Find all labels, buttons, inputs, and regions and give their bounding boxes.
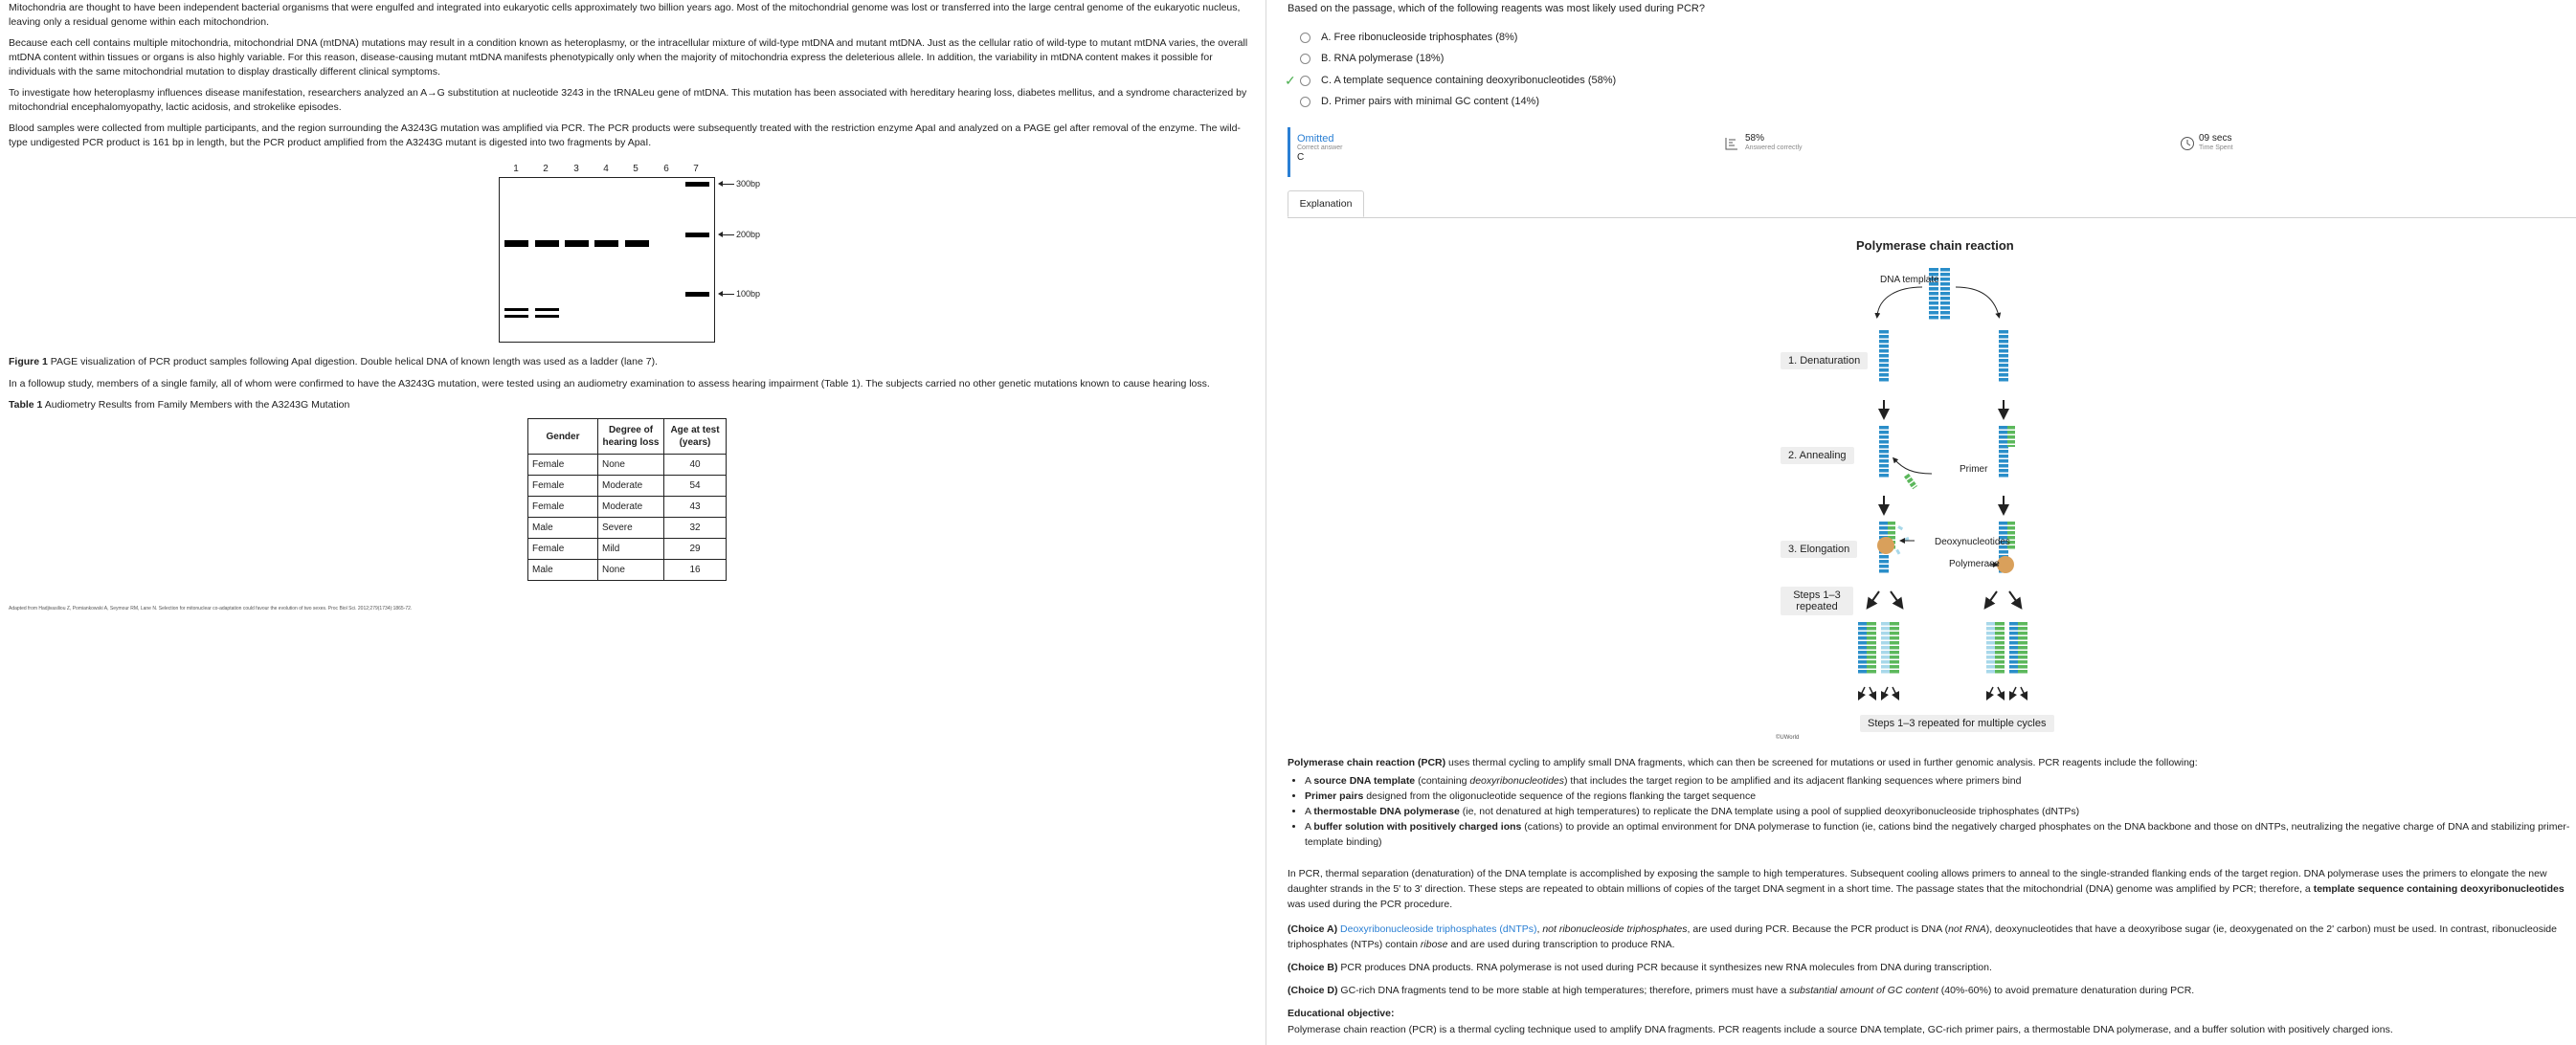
passage-paragraph: To investigate how heteroplasmy influences disease manifestation, researchers analyzed an A→G substitution at nucleotide 3243 in the tRNALeu gene of mtDNA. This mutation has been associated with hereditary hearing loss, diabetes mellitus, and a syndrome characterized by mitochondrial encephalomyopathy, lactic acidosis, and strokelike episodes. bbox=[9, 87, 1247, 113]
list-item: • A source DNA template (containing deoxyribonucleotides) that includes the target region to be amplified and its adjacent flanking sequences where primers bind bbox=[1305, 773, 2576, 789]
table-cell: 29 bbox=[664, 539, 727, 560]
lane-number: 2 bbox=[543, 164, 549, 174]
time-label: Time Spent bbox=[2199, 145, 2233, 151]
passage-panel bbox=[0, 0, 1266, 1045]
radio-icon[interactable] bbox=[1300, 33, 1310, 43]
pcr-diagram bbox=[1707, 258, 2185, 727]
lane-number: 6 bbox=[663, 164, 669, 174]
table-cell: 16 bbox=[664, 560, 727, 581]
list-item: • A buffer solution with positively charged ions (cations) to provide an optimal environment for DNA polymerase to function (ie, cations bind the negatively charged phosphates on the DNA backbone and those on dNTPs, neutralizing the negative charge of DNA and stabilizing primer-template binding) bbox=[1305, 819, 2576, 850]
table-cell: Moderate bbox=[598, 497, 664, 518]
gel-band bbox=[504, 315, 528, 318]
table-cell: None bbox=[598, 560, 664, 581]
ladder-label: 100bp bbox=[736, 289, 761, 299]
arrow-line bbox=[722, 294, 734, 295]
single-strand bbox=[1999, 330, 2008, 383]
explanation-choice-a: (Choice A) Deoxyribonucleoside triphosphates (dNTPs), not ribonucleoside triphosphates, are used during PCR. Because the PCR product is DNA (not RNA), deoxynucleotides that have a deoxyribose sugar (ie, deoxygenated on the 2' carbon) must be used. In contrast, ribonucleoside triphosphates (NTPs) contain ribose and are used during transcription to produce RNA. bbox=[1288, 923, 2557, 950]
option-label: B. RNA polymerase (18%) bbox=[1321, 53, 1445, 64]
educational-objective-title: Educational objective: bbox=[1288, 1008, 1395, 1019]
polymerase-label: Polymerase bbox=[1949, 559, 2000, 569]
percent-value: 58% bbox=[1745, 133, 1765, 144]
ladder-band bbox=[685, 233, 709, 237]
table-cell: Male bbox=[528, 518, 598, 539]
educational-objective-text: Polymerase chain reaction (PCR) is a thermal cycling technique used to amplify DNA fragments. PCR reagents include a source DNA template, GC-rich primer pairs, a thermostable DNA polymerase, and a buffer solution with positively charged ions. bbox=[1288, 1024, 2393, 1035]
table-row bbox=[528, 539, 727, 560]
product-strand bbox=[1858, 622, 1868, 675]
passage-paragraph: Mitochondria are thought to have been independent bacterial organisms that were engulfed and integrated into eukaryotic cells approximately two billion years ago. Most of the mitochondrial genome was lost or transferred into the large central genome of the eukaryotic nucleus, leaving only a residual genome within each mitochondrion. bbox=[9, 2, 1241, 28]
gel-band bbox=[625, 240, 649, 247]
gel-band bbox=[565, 240, 589, 247]
source-citation: Adapted from Hadjivasiliou Z, Pomiankowski A, Seymour RM, Lane N. Selection for mitonuclear co-adaptation could favour the evolution of two sexes. Proc Biol Sci. 2012;279(1734):1865-72. bbox=[9, 606, 413, 611]
deoxynucleotides-label: Deoxynucleotides bbox=[1935, 537, 2010, 547]
clock-icon bbox=[2180, 136, 2195, 151]
ladder-band bbox=[685, 182, 709, 187]
gel-band bbox=[535, 308, 559, 311]
table-cell: 40 bbox=[664, 455, 727, 476]
gel-box bbox=[499, 177, 715, 343]
correct-answer-value: C bbox=[1297, 152, 1305, 163]
answer-option-b[interactable] bbox=[1300, 50, 1444, 67]
table-header: Age at test (years) bbox=[664, 419, 727, 455]
single-strand bbox=[1879, 330, 1889, 383]
status-label: Omitted bbox=[1297, 133, 1334, 145]
table-cell: Moderate bbox=[598, 476, 664, 497]
radio-icon[interactable] bbox=[1300, 54, 1310, 64]
answer-status bbox=[1297, 134, 1342, 163]
answer-option-a[interactable] bbox=[1300, 29, 1517, 46]
audiometry-table bbox=[527, 418, 727, 581]
explanation-choice-d: (Choice D) GC-rich DNA fragments tend to be more stable at high temperatures; therefore, primers must have a substantial amount of GC content (40%-60%) to avoid premature denaturation during PCR. bbox=[1288, 985, 2195, 996]
dna-template-label: DNA template bbox=[1880, 275, 1939, 285]
copyright-label: ©UWorld bbox=[1776, 735, 1800, 741]
gel-band bbox=[504, 308, 528, 311]
primer-strand bbox=[2007, 426, 2015, 447]
step-elongation: 3. Elongation bbox=[1781, 541, 1857, 558]
radio-icon[interactable] bbox=[1300, 97, 1310, 107]
passage-paragraph: Because each cell contains multiple mitochondria, mitochondrial DNA (mtDNA) mutations may result in a condition known as heteroplasmy, or the intracellular mixture of wild-type mtDNA and mutant mtDNA. Just as the cellular ratio of wild-type to mutant mtDNA varies, the overall mtDNA content within tissues or organs is also highly variable. For this reason, disease-causing mutant mtDNA manifests phenotypically only when the majority of mitochondria express the deleterious allele. In addition, the variability in mtDNA content makes it possible for individuals with the same mitochondrial mutation to display drastically different clinical symptoms. bbox=[9, 37, 1248, 78]
lane-number: 4 bbox=[603, 164, 609, 174]
list-item: • Primer pairs designed from the oligonucleotide sequence of the regions flanking the target sequence bbox=[1305, 789, 2576, 804]
table-cell: 32 bbox=[664, 518, 727, 539]
figure-caption: Figure 1 PAGE visualization of PCR product samples following ApaI digestion. Double helical DNA of known length was used as a ladder (lane 7). bbox=[9, 356, 658, 367]
tab-bar bbox=[1288, 190, 2576, 218]
arrow-line bbox=[722, 234, 734, 235]
arrow-line bbox=[722, 184, 734, 185]
option-label: A. Free ribonucleoside triphosphates (8%) bbox=[1321, 32, 1518, 43]
explanation-list bbox=[1288, 773, 2576, 850]
question-stem: Based on the passage, which of the following reagents was most likely used during PCR? bbox=[1288, 3, 1705, 14]
radio-icon[interactable] bbox=[1300, 76, 1310, 86]
question-panel bbox=[1266, 0, 2576, 1045]
dntps-link[interactable]: Deoxyribonucleoside triphosphates (dNTPs) bbox=[1340, 923, 1537, 935]
gel-band bbox=[504, 240, 528, 247]
primer-label: Primer bbox=[1960, 464, 1988, 475]
table-cell: None bbox=[598, 455, 664, 476]
table-header: Degree of hearing loss bbox=[598, 419, 664, 455]
table-cell: Severe bbox=[598, 518, 664, 539]
table-row bbox=[528, 518, 727, 539]
table-cell: Mild bbox=[598, 539, 664, 560]
figure-title: Polymerase chain reaction bbox=[1856, 238, 2014, 253]
table-cell: Female bbox=[528, 455, 598, 476]
repeat-cycles-label: Steps 1–3 repeated for multiple cycles bbox=[1860, 715, 2054, 732]
ladder-label: 300bp bbox=[736, 179, 761, 189]
time-stat bbox=[2180, 134, 2233, 153]
table-row bbox=[528, 560, 727, 581]
explanation-paragraph: In PCR, thermal separation (denaturation) of the DNA template is accomplished by exposing the sample to high temperatures. Subsequent cooling allows primers to anneal to the single-stranded flanking ends of the target region. DNA polymerase uses the primers to elongate the new daughter strands in the 5' to 3' direction. These steps are repeated to obtain millions of copies of the target DNA segment in a short time. The passage states that the mitochondrial (DNA) genome was amplified by PCR; therefore, a template sequence containing deoxyribonucleotides was used during the PCR procedure. bbox=[1288, 868, 2565, 910]
table-row bbox=[528, 455, 727, 476]
table-cell: Female bbox=[528, 476, 598, 497]
ladder-label: 200bp bbox=[736, 230, 761, 239]
table-cell: 43 bbox=[664, 497, 727, 518]
gel-band bbox=[594, 240, 618, 247]
checkmark-icon: ✓ bbox=[1285, 73, 1296, 88]
option-label: D. Primer pairs with minimal GC content (14%) bbox=[1321, 96, 1540, 107]
correct-answer-label: Correct answer bbox=[1297, 145, 1343, 151]
answer-option-d[interactable] bbox=[1300, 93, 1539, 110]
table-caption: Table 1 Audiometry Results from Family Members with the A3243G Mutation bbox=[9, 399, 350, 411]
percent-label: Answered correctly bbox=[1745, 145, 1803, 151]
step-repeated: Steps 1–3 repeated bbox=[1781, 587, 1853, 615]
table-cell: Female bbox=[528, 497, 598, 518]
lane-number: 7 bbox=[693, 164, 699, 174]
lane-number: 1 bbox=[513, 164, 519, 174]
table-header: Gender bbox=[528, 419, 598, 455]
polymerase-shape bbox=[1877, 537, 1894, 554]
table-cell: 54 bbox=[664, 476, 727, 497]
option-label: C. A template sequence containing deoxyribonucleotides (58%) bbox=[1321, 75, 1617, 86]
stats-bar bbox=[1288, 127, 2576, 177]
gel-band bbox=[535, 240, 559, 247]
table-cell: Male bbox=[528, 560, 598, 581]
ladder-band bbox=[685, 292, 709, 297]
time-value: 09 secs bbox=[2199, 133, 2232, 144]
passage-paragraph: In a followup study, members of a single family, all of whom were confirmed to have the A3243G mutation, were tested using an audiometry examination to assess hearing impairment (Table 1). The subjects carried no other genetic mutations known to cause hearing loss. bbox=[9, 378, 1210, 389]
table-row bbox=[528, 476, 727, 497]
step-denaturation: 1. Denaturation bbox=[1781, 352, 1868, 369]
tab-explanation[interactable]: Explanation bbox=[1288, 190, 1364, 217]
explanation-intro: Polymerase chain reaction (PCR) uses thermal cycling to amplify small DNA fragments, which can then be screened for mutations or used in further genomic analysis. PCR reagents include the following: bbox=[1288, 757, 2198, 768]
primer-strand bbox=[1904, 474, 1917, 490]
gel-band bbox=[535, 315, 559, 318]
answer-option-c[interactable] bbox=[1300, 72, 1616, 89]
step-annealing: 2. Annealing bbox=[1781, 447, 1854, 464]
table-cell: Female bbox=[528, 539, 598, 560]
lane-number: 5 bbox=[633, 164, 638, 174]
percent-stat bbox=[1724, 134, 1803, 153]
explanation-choice-b: (Choice B) PCR produces DNA products. RNA polymerase is not used during PCR because it synthesizes new RNA molecules from DNA during transcription. bbox=[1288, 962, 1992, 973]
bar-chart-icon bbox=[1724, 136, 1739, 151]
list-item: • A thermostable DNA polymerase (ie, not denatured at high temperatures) to replicate the DNA template using a pool of supplied deoxyribonucleoside triphosphates (dNTPs) bbox=[1305, 804, 2576, 819]
lane-number: 3 bbox=[573, 164, 579, 174]
table-row bbox=[528, 497, 727, 518]
passage-paragraph: Blood samples were collected from multiple participants, and the region surrounding the A3243G mutation was amplified via PCR. The PCR products were subsequently treated with the restriction enzyme ApaI and analyzed on a PAGE gel after removal of the enzyme. The wild-type undigested PCR product is 161 bp in length, but the PCR product amplified from the A3243G mutant is digested into two fragments by ApaI. bbox=[9, 122, 1241, 148]
